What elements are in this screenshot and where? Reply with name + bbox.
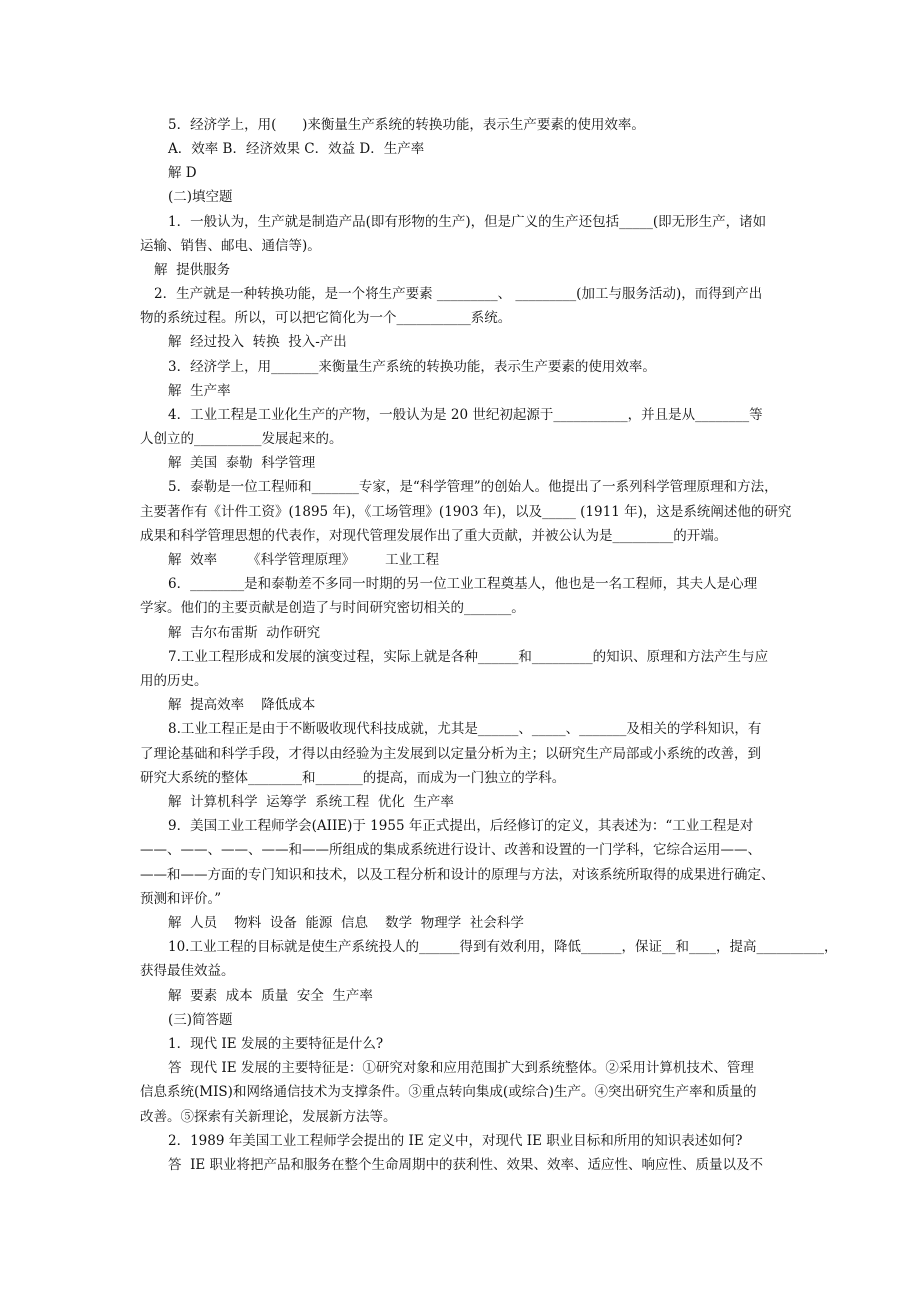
text-line: 用的历史。: [140, 673, 208, 689]
text-line: 6．________是和泰勒差不多同一时期的另一位工业工程奠基人，他也是一名工程师，其夫人是心理: [168, 576, 758, 592]
answer-line: 解 效率 《科学管理原理》 工业工程: [168, 552, 440, 568]
text-line: 预测和评价。”: [140, 891, 222, 907]
section-heading: (三)简答题: [168, 1012, 233, 1028]
text-line: 8.工业工程正是由于不断吸收现代科技成就，尤其是______、_____、_______及相关的学科知识，有: [168, 721, 762, 737]
text-line: 主要著作有《计件工资》(1895 年)，《工场管理》(1903 年)，以及_____ (1911 年)，这是系统阐述他的研究: [140, 504, 792, 520]
text-line: 1．一般认为，生产就是制造产品(即有形物的生产)，但是广义的生产还包括_____(即无形生产，诸如: [168, 214, 767, 230]
text-line: 3．经济学上，用_______来衡量生产系统的转换功能，表示生产要素的使用效率。: [168, 359, 656, 375]
answer-line: 解 美国 泰勒 科学管理: [168, 455, 316, 471]
text-line: 研究大系统的整体________和_______的提高，而成为一门独立的学科。: [140, 770, 566, 786]
text-line: 成果和科学管理思想的代表作，对现代管理发展作出了重大贡献，并被公认为是_________的开端。: [140, 528, 728, 544]
answer-line: 答 现代 IE 发展的主要特征是：①研究对象和应用范围扩大到系统整体。②采用计算机技术、管理: [168, 1060, 754, 1076]
question-line: 2．1989 年美国工业工程师学会提出的 IE 定义中，对现代 IE 职业目标和所用的知识表述如何?: [168, 1133, 743, 1149]
text-line: 9．美国工业工程师学会(AIIE)于 1955 年正式提出，后经修订的定义，其表述为：“工业工程是对: [168, 818, 754, 834]
text-line: 4．工业工程是工业化生产的产物，一般认为是 20 世纪初起源于___________，并且是从________等: [168, 407, 763, 423]
answer-line: 解 提供服务: [154, 262, 231, 278]
text-line: 10.工业工程的目标就是使生产系统投人的______得到有效利用，降低______，保证__和____，提高__________，: [168, 939, 838, 955]
text-line: 7.工业工程形成和发展的演变过程，实际上就是各种______和_________的知识、原理和方法产生与应: [168, 649, 769, 665]
text-line: 获得最佳效益。: [140, 963, 235, 979]
text-line: 5．经济学上，用( )来衡量生产系统的转换功能，表示生产要素的使用效率。: [168, 117, 645, 133]
text-line: 改善。⑤探索有关新理论，发展新方法等。: [140, 1109, 397, 1125]
text-line: 学家。他们的主要贡献是创造了与时间研究密切相关的_______。: [140, 600, 525, 616]
text-line: 人创立的__________发展起来的。: [140, 431, 343, 447]
answer-line: 解 吉尔布雷斯 动作研究: [168, 625, 321, 641]
text-line: 运输、销售、邮电、通信等)。: [140, 238, 321, 254]
text-line: 2．生产就是一种转换功能，是一个将生产要素 _________、 _________(加工与服务活动)，而得到产出: [154, 286, 763, 302]
text-line: 了理论基础和科学手段，才得以由经验为主发展到以定量分析为主；以研究生产局部或小系统的改善，到: [140, 746, 761, 762]
text-line: 信息系统(MIS)和网络通信技术为支撑条件。③重点转向集成(或综合)生产。④突出研究生产率和质量的: [140, 1084, 757, 1100]
question-line: 1．现代 IE 发展的主要特征是什么?: [168, 1036, 384, 1052]
text-line: 5．泰勒是一位工程师和_______专家，是“科学管理”的创始人。他提出了一系列科学管理原理和方法，: [168, 479, 778, 495]
text-line: A．效率 B．经济效果 C．效益 D．生产率: [168, 141, 425, 157]
answer-line: 答 IE 职业将把产品和服务在整个生命周期中的获利性、效果、效率、适应性、响应性、质量以及不: [168, 1157, 764, 1173]
answer-line: 解 生产率: [168, 383, 231, 399]
answer-line: 解 人员 物料 设备 能源 信息 数学 物理学 社会科学: [168, 915, 524, 931]
text-line: 物的系统过程。所以，可以把它简化为一个___________系统。: [140, 310, 512, 326]
answer-line: 解 计算机科学 运筹学 系统工程 优化 生产率: [168, 794, 454, 810]
answer-line: 解 经过投入 转换 投入-产出: [168, 334, 347, 350]
answer-line: 解 提高效率 降低成本: [168, 697, 316, 713]
answer-line: 解 要素 成本 质量 安全 生产率: [168, 988, 373, 1004]
section-heading: (二)填空题: [168, 189, 233, 205]
text-line: ——、——、——、——和——所组成的集成系统进行设计、改善和设置的一门学科，它综合运用——、: [140, 842, 761, 858]
text-line: ——和——方面的专门知识和技术，以及工程分析和设计的原理与方法，对该系统所取得的成果进行确定、: [140, 867, 775, 883]
text-line: 解 D: [168, 165, 197, 181]
